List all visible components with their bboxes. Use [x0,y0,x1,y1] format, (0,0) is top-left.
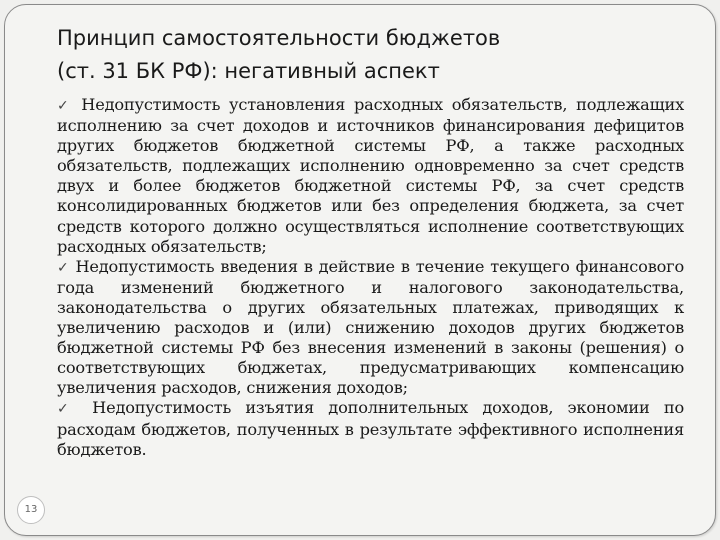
title-line-2: (ст. 31 БК РФ): негативный аспект [57,59,440,83]
page-number: 13 [17,496,45,524]
bullet-text: Недопустимость установления расходных обязательств, подлежащих исполнению за счет доходов и источников финансирования дефицитов других бюджетов бюджетной системы РФ, а также расходных обязательств, подлежащих исполнению одновременно за счет средств двух и более бюджетов бюджетной системы РФ, за счет средств консолидированных бюджетов или без определения бюджета, за счет средств которого должно осуществляться исполнение соответствующих расходных обязательств; [57,95,684,256]
bullet-text: Недопустимость введения в действие в течение текущего финансового года изменений бюджетного и налогового законодательства, законодательства о других обязательных платежах, приводящих к увеличению расходов и (или) снижению доходов других бюджетов бюджетной системы РФ без внесения изменений в законы (решения) о соответствующих бюджетах, предусматривающих компенсацию увеличения расходов, снижения доходов; [57,256,684,398]
bullet-item [57,257,684,399]
slide-body [57,95,684,460]
slide-title [57,22,657,88]
bullet-text: Недопустимость изъятия дополнительных доходов, экономии по расходам бюджетов, полученных в результате эффективного исполнения бюджетов. [57,398,685,459]
title-line-1: Принцип самостоятельности бюджетов [57,26,501,50]
bullet-item [57,95,684,257]
checkmark-icon: ✓ [57,259,70,276]
bullet-item [57,398,684,459]
checkmark-icon: ✓ [57,401,78,418]
checkmark-icon: ✓ [57,98,73,114]
